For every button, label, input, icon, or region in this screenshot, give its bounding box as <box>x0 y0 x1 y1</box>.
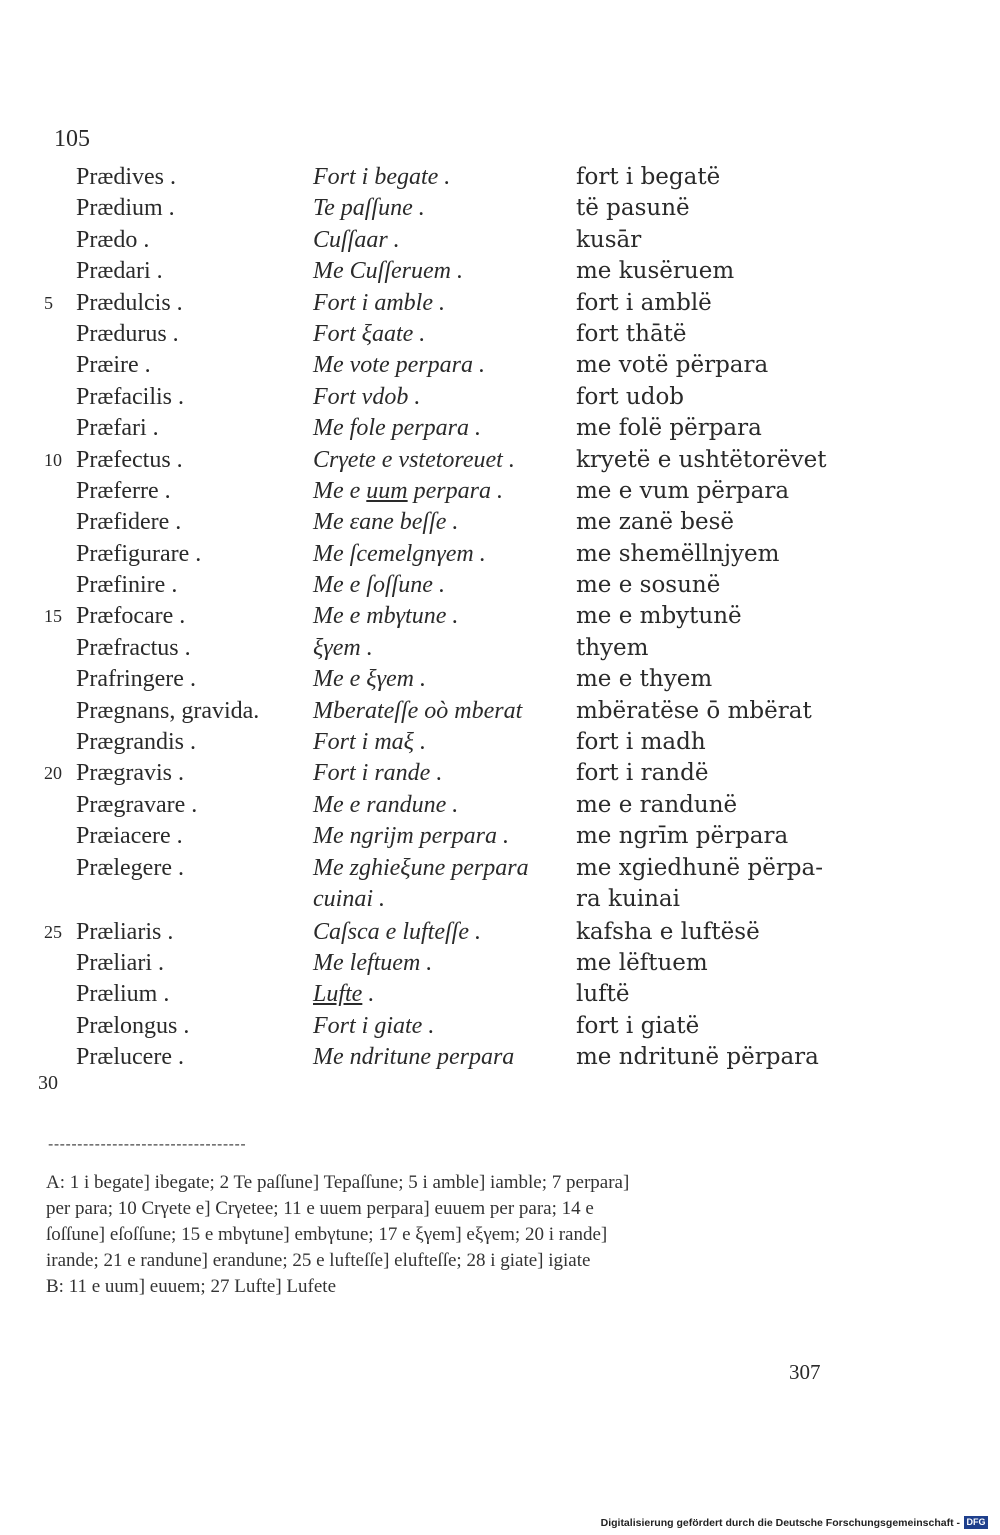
modern-albanian: me votë përpara <box>576 352 769 379</box>
apparatus-notes <box>46 1170 826 1300</box>
modern-albanian: kafsha e luftësë <box>576 918 760 945</box>
original-albanian: Me Cuſſeruem . <box>313 258 463 285</box>
latin-term: Præliaris . <box>76 918 174 945</box>
glossary-row <box>0 319 1000 350</box>
original-albanian: Me e ſoſſune . <box>313 572 445 599</box>
footnote-separator: ---------------------------------- <box>48 1136 247 1153</box>
glossary-row <box>0 1042 1000 1073</box>
note-line: per para; 10 Crγete e] Crγetee; 11 e uuem perpara] euuem per para; 14 e <box>46 1198 594 1219</box>
original-albanian <box>313 476 503 507</box>
latin-term: Prædulcis . <box>76 289 183 316</box>
glossary-row <box>0 507 1000 538</box>
glossary-row <box>0 382 1000 413</box>
modern-albanian: me ngrīm përpara <box>576 823 789 850</box>
modern-albanian: me ndritunë përpara <box>576 1044 819 1071</box>
modern-albanian: fort i madh <box>576 729 706 756</box>
note-line: ſoſſune] eſoſſune; 15 e mbγtune] embγtune; 17 e ξγem] eξγem; 20 i rande] <box>46 1224 608 1245</box>
original-albanian: Me fole perpara . <box>313 415 481 442</box>
modern-albanian: me folë përpara <box>576 415 762 442</box>
original-albanian: Me leftuem . <box>313 949 433 976</box>
latin-term: Præiacere . <box>76 823 183 850</box>
latin-term: Prægravis . <box>76 760 184 787</box>
latin-term: Prædives . <box>76 164 177 190</box>
glossary-row <box>0 664 1000 695</box>
original-suffix: . <box>362 981 375 1008</box>
modern-albanian: me e randunë <box>576 791 738 818</box>
latin-term: Prægravare . <box>76 791 198 818</box>
modern-albanian: me e sosunë <box>576 572 721 599</box>
page-number-bottom: 307 <box>789 1360 821 1384</box>
glossary-row <box>0 1011 1000 1042</box>
modern-albanian: me e vum përpara <box>576 477 790 504</box>
original-prefix: Me e <box>313 477 367 504</box>
glossary-row <box>0 476 1000 507</box>
original-albanian: Fort i maξ . <box>313 729 426 756</box>
modern-albanian: fort i begatë <box>576 164 721 190</box>
glossary-row <box>0 162 1000 193</box>
modern-albanian: kusār <box>576 226 642 253</box>
latin-term: Præfidere . <box>76 509 182 536</box>
glossary-row <box>0 727 1000 758</box>
latin-term: Præfacilis . <box>76 383 184 410</box>
original-albanian: Me ndritune perpara <box>313 1044 515 1071</box>
latin-term: Præfigurare . <box>76 540 202 567</box>
glossary-row <box>0 979 1000 1010</box>
latin-term: Prædari . <box>76 258 163 285</box>
glossary-row <box>0 445 1000 476</box>
line-number: 15 <box>44 606 62 627</box>
modern-albanian: fort i giatë <box>576 1012 700 1039</box>
dfg-logo: DFG <box>964 1516 988 1529</box>
latin-term: Præliari . <box>76 949 164 976</box>
modern-albanian: të pasunë <box>576 195 690 222</box>
original-albanian: Fort ξaate . <box>313 320 426 347</box>
glossary-row <box>0 696 1000 727</box>
modern-albanian: thyem <box>576 634 649 661</box>
modern-albanian: fort udob <box>576 383 685 410</box>
line-number-30: 30 <box>38 1072 58 1094</box>
modern-albanian: luftë <box>576 981 630 1008</box>
original-albanian: Me ſcemelgnγem . <box>313 540 486 567</box>
original-albanian: Me e randune . <box>313 791 459 818</box>
digitization-credit: Digitalisierung gefördert durch die Deutsche Forschungsgemeinschaft - <box>600 1517 960 1529</box>
modern-albanian: kryetë e ushtëtorëvet <box>576 446 827 473</box>
note-line: A: 1 i begate] ibegate; 2 Te paſſune] Tepaſſune; 5 i amble] iamble; 7 perpara] <box>46 1172 630 1193</box>
latin-term: Prægrandis . <box>76 729 196 756</box>
original-albanian: Fort i rande . <box>313 760 443 787</box>
modern-albanian: me shemëllnjyem <box>576 540 780 567</box>
glossary-table <box>0 162 1000 1074</box>
line-number: 10 <box>44 449 62 470</box>
original-albanian: Me e mbγtune . <box>313 603 459 630</box>
original-albanian: Fort i giate . <box>313 1012 435 1039</box>
latin-term: Prædurus . <box>76 320 179 347</box>
latin-term: Prædo . <box>76 226 150 253</box>
original-albanian: Me vote perpara . <box>313 352 485 379</box>
latin-term: Prælium . <box>76 981 170 1008</box>
glossary-row <box>0 790 1000 821</box>
latin-term: Prælegere . <box>76 854 184 881</box>
original-albanian: Crγete e vstetoreuet . <box>313 446 515 473</box>
modern-albanian: me xgiedhunë përpa- ra kuinai <box>576 854 824 912</box>
modern-albanian: me e mbytunë <box>576 603 742 630</box>
latin-term: Præfinire . <box>76 572 178 599</box>
latin-term: Prafringere . <box>76 666 196 693</box>
line-number: 25 <box>44 921 62 942</box>
glossary-row <box>0 350 1000 381</box>
glossary-row <box>0 758 1000 789</box>
latin-term: Præfocare . <box>76 603 186 630</box>
note-line: irande; 21 e randune] erandune; 25 e lufteſſe] elufteſſe; 28 i giate] igiate <box>46 1250 591 1271</box>
latin-term: Præfectus . <box>76 446 183 473</box>
latin-term: Prædium . <box>76 195 175 222</box>
glossary-row <box>0 256 1000 287</box>
original-albanian: Fort i amble . <box>313 289 445 316</box>
line-number: 20 <box>44 763 62 784</box>
original-albanian: Me zghieξune perpara cuinai . <box>313 854 529 912</box>
page-number-top: 105 <box>54 126 90 152</box>
glossary-row <box>0 539 1000 570</box>
original-albanian: Fort vdob . <box>313 383 421 410</box>
modern-albanian: me e thyem <box>576 666 713 693</box>
glossary-row <box>0 633 1000 664</box>
original-albanian: Me εane beſſe . <box>313 509 459 536</box>
note-line: B: 11 e uum] euuem; 27 Lufte] Lufete <box>46 1276 337 1297</box>
glossary-row <box>0 601 1000 632</box>
latin-term: Prægnans, gravida. <box>76 697 260 724</box>
line-number: 5 <box>44 292 53 313</box>
original-albanian: Caſsca e lufteſſe . <box>313 918 481 945</box>
modern-albanian: me kusëruem <box>576 258 735 285</box>
modern-albanian: fort i randë <box>576 760 709 787</box>
original-albanian: Te paſſune . <box>313 195 425 222</box>
original-albanian <box>313 979 374 1010</box>
glossary-row <box>0 853 1000 917</box>
original-albanian: Me e ξγem . <box>313 666 427 693</box>
latin-term: Præfari . <box>76 415 159 442</box>
original-albanian: Me ngrijm perpara . <box>313 823 509 850</box>
original-albanian: Cuſſaar . <box>313 226 400 253</box>
original-albanian: ξγem . <box>313 634 373 661</box>
modern-albanian: me zanë besë <box>576 509 735 536</box>
glossary-row <box>0 193 1000 224</box>
original-underlined: uum <box>366 477 408 504</box>
glossary-row <box>0 917 1000 948</box>
latin-term: Præfractus . <box>76 634 191 661</box>
glossary-row <box>0 570 1000 601</box>
glossary-row <box>0 288 1000 319</box>
glossary-row <box>0 821 1000 852</box>
glossary-row <box>0 948 1000 979</box>
modern-albanian: mbëratëse ō mbërat <box>576 697 812 724</box>
modern-albanian: fort thātë <box>576 320 687 347</box>
original-albanian: Fort i begate . <box>313 164 451 190</box>
modern-albanian: me lëftuem <box>576 949 708 976</box>
modern-albanian: fort i amblë <box>576 289 712 316</box>
original-underlined: Lufte <box>313 981 363 1008</box>
latin-term: Prælucere . <box>76 1044 184 1071</box>
glossary-row <box>0 225 1000 256</box>
original-albanian: Mberateſſe oò mberat <box>313 697 523 724</box>
latin-term: Præferre . <box>76 477 171 504</box>
original-suffix: perpara . <box>407 477 503 504</box>
latin-term: Præire . <box>76 352 151 379</box>
latin-term: Prælongus . <box>76 1012 190 1039</box>
glossary-row <box>0 413 1000 444</box>
